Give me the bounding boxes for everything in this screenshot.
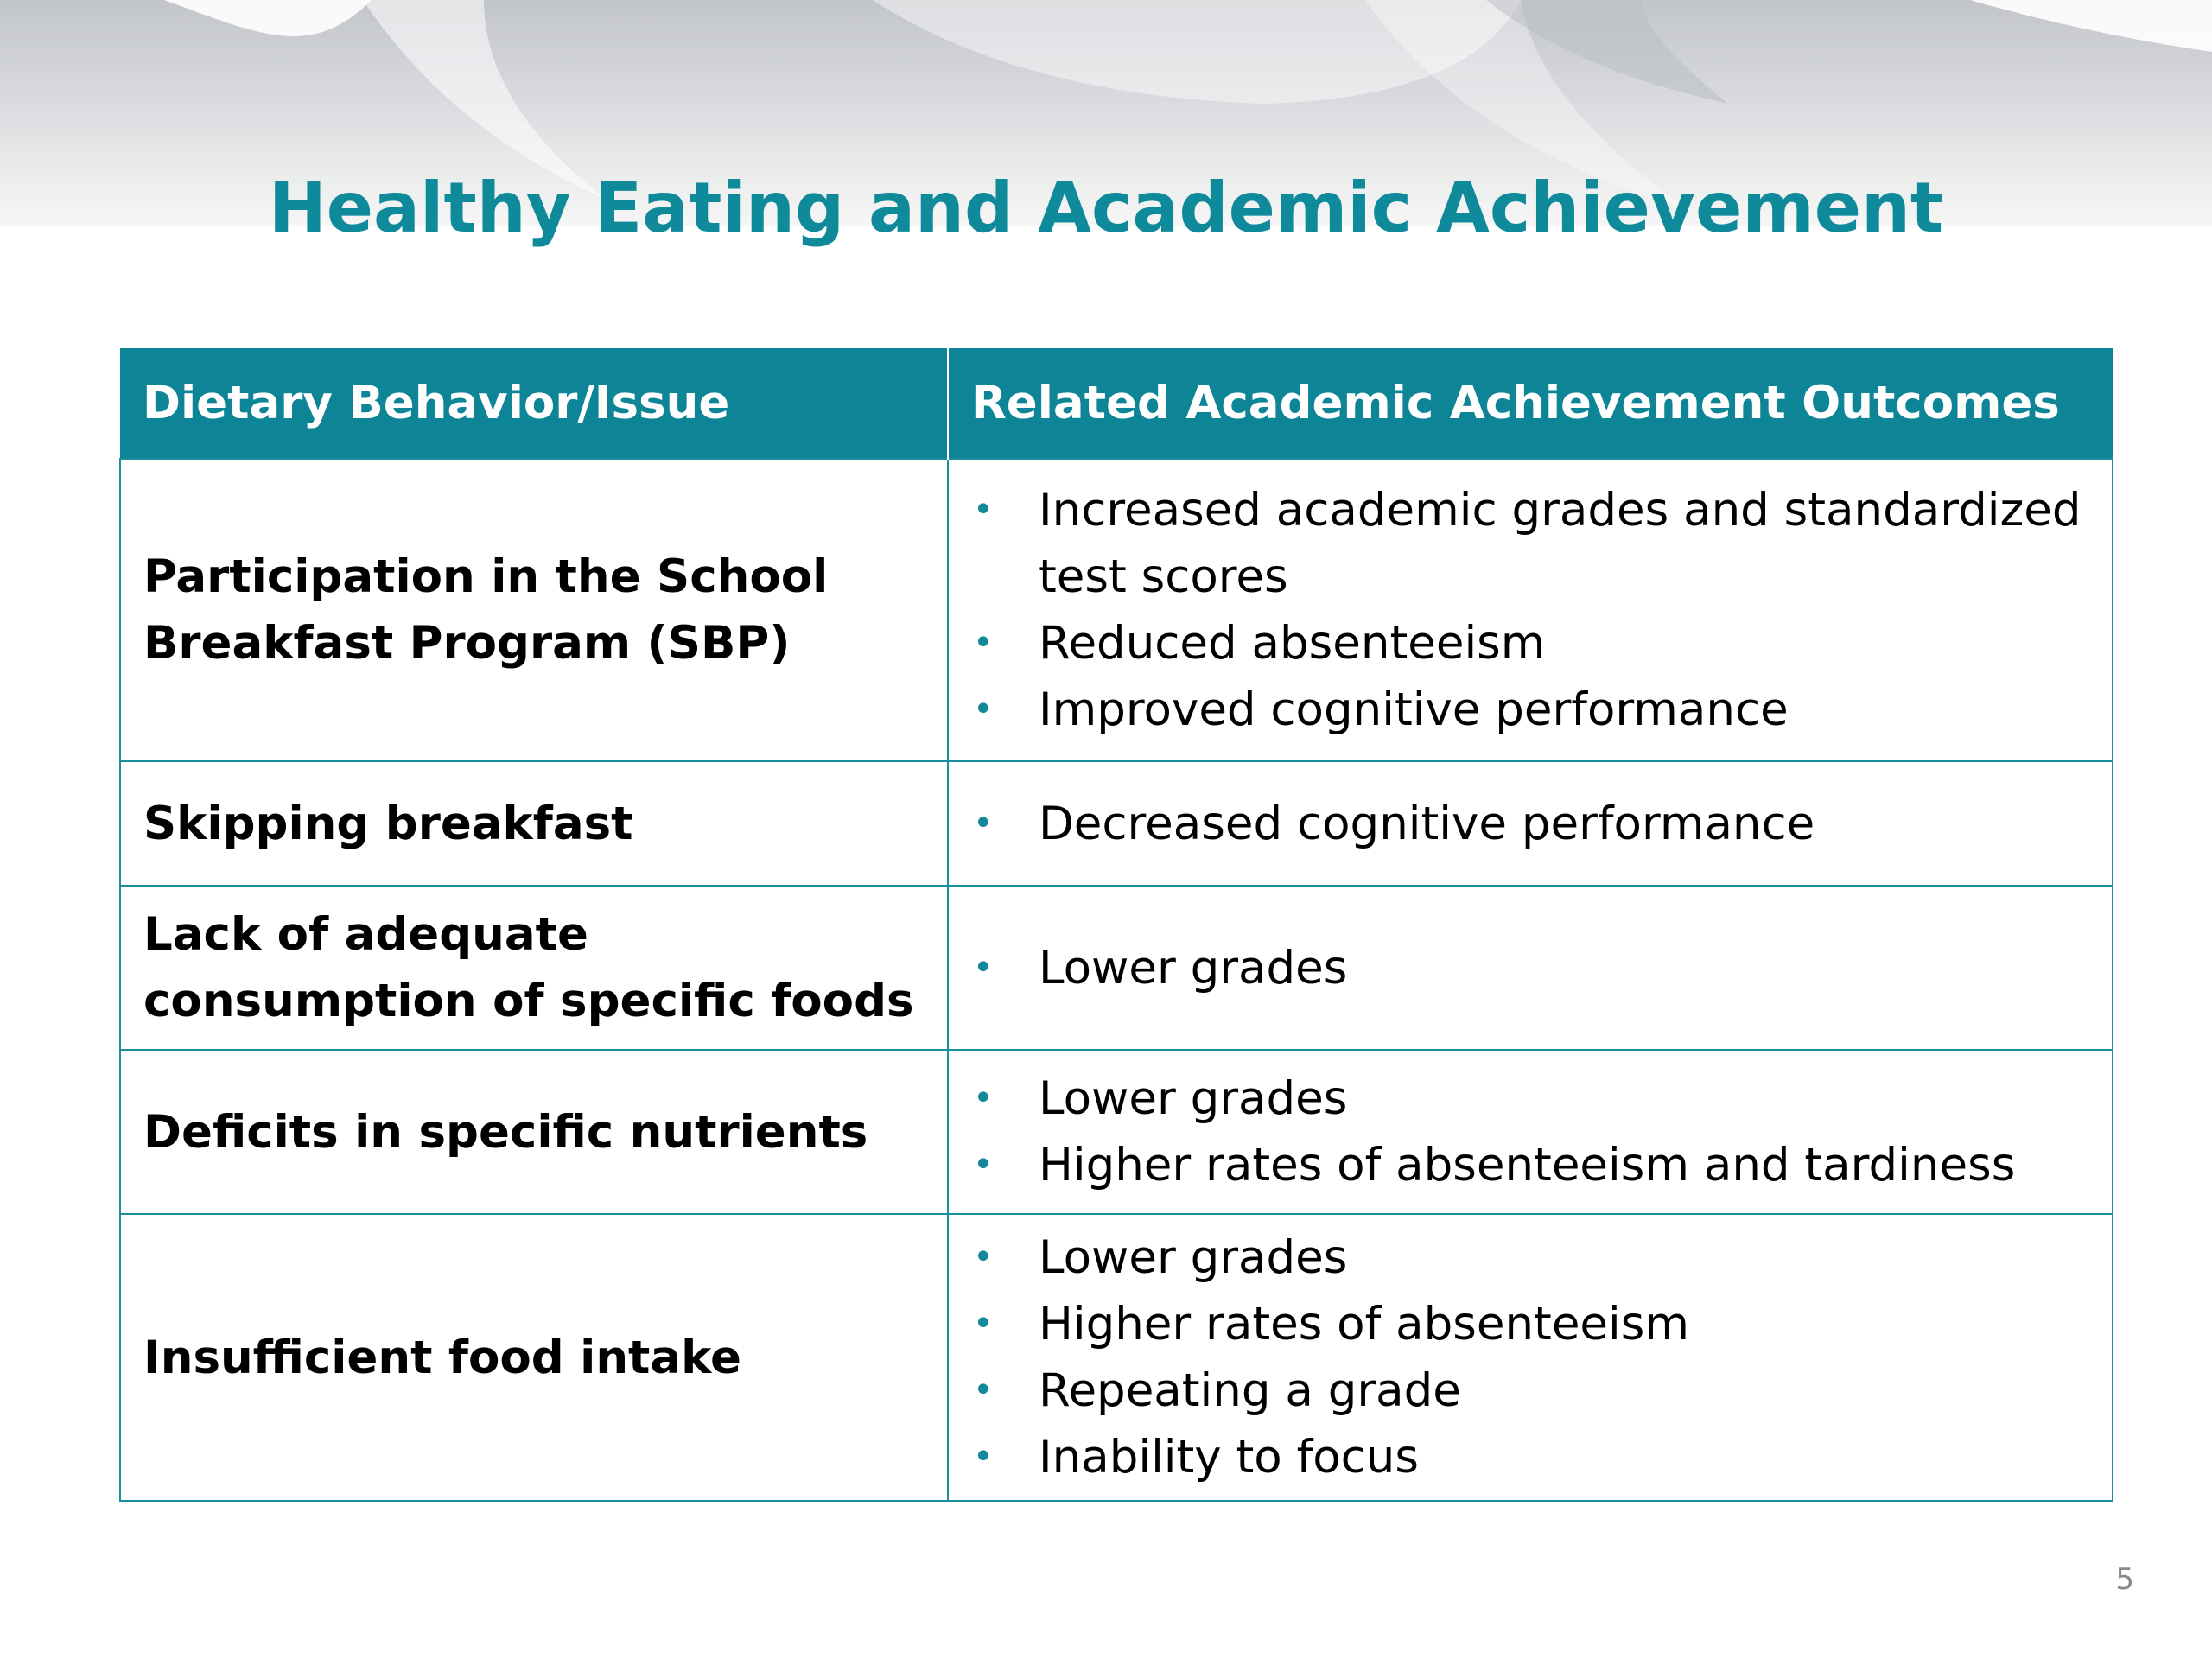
outcomes-table (119, 348, 2113, 1502)
issue-cell: Insufficient food intake (120, 1214, 948, 1501)
outcomes-cell (948, 886, 2113, 1050)
page-number: 5 (2115, 1562, 2134, 1597)
list-item: • Lower grades (971, 1065, 2089, 1132)
outcome-list (971, 1224, 2089, 1491)
outcome-list (971, 935, 2089, 1001)
table-row (120, 1050, 2113, 1214)
issue-cell: Skipping breakfast (120, 761, 948, 886)
table-row (120, 459, 2113, 761)
list-item: • Higher rates of absenteeism and tardiness (971, 1132, 2089, 1198)
list-item: • Lower grades (971, 935, 2089, 1001)
list-item: • Decreased cognitive performance (971, 791, 2089, 857)
table-header-row (120, 348, 2113, 459)
list-item: • Lower grades (971, 1224, 2089, 1291)
list-item: • Reduced absenteeism (971, 610, 2089, 677)
outcome-list (971, 791, 2089, 857)
outcomes-cell (948, 761, 2113, 886)
outcome-list (971, 1065, 2089, 1198)
header-academic-outcomes: Related Academic Achievement Outcomes (948, 348, 2113, 459)
list-item: • Improved cognitive performance (971, 677, 2089, 743)
outcome-list (971, 477, 2089, 743)
outcomes-cell (948, 1050, 2113, 1214)
table-row (120, 886, 2113, 1050)
list-item: • Repeating a grade (971, 1357, 2089, 1424)
outcomes-cell (948, 459, 2113, 761)
header-dietary-behavior: Dietary Behavior/Issue (120, 348, 948, 459)
list-item: • Inability to focus (971, 1424, 2089, 1491)
list-item: • Increased academic grades and standardized test scores (971, 477, 2089, 610)
issue-cell: Participation in the School Breakfast Program (SBP) (120, 459, 948, 761)
outcomes-cell (948, 1214, 2113, 1501)
issue-cell: Lack of adequate consumption of specific foods (120, 886, 948, 1050)
table-row (120, 1214, 2113, 1501)
list-item: • Higher rates of absenteeism (971, 1291, 2089, 1357)
slide-title: Healthy Eating and Academic Achievement (268, 168, 1944, 248)
issue-cell: Deficits in specific nutrients (120, 1050, 948, 1214)
table-row (120, 761, 2113, 886)
